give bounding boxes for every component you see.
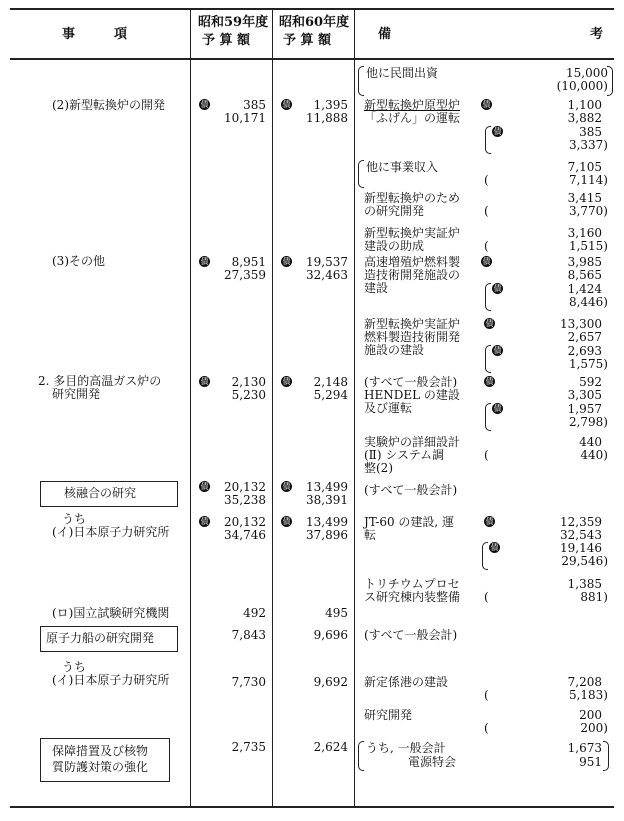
bond-mark-icon: 債 — [282, 100, 291, 109]
fy60-value: 2,624 — [313, 740, 348, 754]
remark-text: (すべて一般会計) — [364, 375, 458, 389]
remark-text: の研究開発 — [364, 204, 425, 218]
bracket — [358, 741, 364, 771]
remark-value: 12,359 — [560, 515, 602, 529]
remark-value: 32,543 — [560, 528, 602, 542]
bond-mark-icon: 債 — [200, 100, 209, 109]
remark-value: 1,575) — [568, 357, 608, 371]
item-label: うち — [62, 512, 87, 526]
fy60-value: 2,148 — [313, 375, 348, 389]
header-item: 事 項 — [62, 27, 128, 42]
bond-mark-icon: 債 — [482, 100, 491, 109]
paren: ( — [484, 590, 489, 604]
column-rule-1 — [190, 8, 191, 806]
remark-text: 他に事業収入 — [366, 160, 439, 174]
remark-text: トリチウムプロセ — [364, 577, 460, 591]
remark-value: 881) — [580, 590, 608, 604]
remark-text: 新型転換炉実証炉 — [364, 226, 461, 240]
remark-value: 7,208 — [567, 675, 602, 689]
table-bottom-rule — [10, 806, 614, 808]
table-header-rule — [10, 58, 614, 60]
remark-text: 電源特会 — [408, 755, 457, 769]
bond-mark-icon: 債 — [282, 482, 291, 491]
bond-mark-icon: 債 — [485, 377, 494, 386]
remark-value: 3,770) — [568, 204, 608, 218]
remark-value: 7,105 — [567, 160, 602, 174]
remark-text: (Ⅱ) システム調 — [364, 448, 445, 462]
item-label: (3)その他 — [52, 254, 105, 268]
fy60-value: 5,294 — [313, 388, 348, 402]
fy60-value: 19,537 — [306, 255, 348, 269]
fy60-value: 13,499 — [306, 515, 348, 529]
item-label: 2. 多目的高温ガス炉の — [38, 374, 162, 388]
column-rule-3 — [354, 8, 355, 806]
fy59-value: 8,951 — [231, 255, 266, 269]
remark-text: ス研究棟内装整備 — [364, 590, 461, 604]
remark-value: 1,100 — [567, 98, 602, 112]
table-top-rule — [10, 8, 614, 10]
section-heading: 質防護対策の強化 — [52, 760, 149, 774]
bond-mark-icon: 債 — [200, 517, 209, 526]
bracket — [358, 66, 364, 96]
remark-text: 整(2) — [364, 461, 393, 475]
bond-mark-icon: 債 — [493, 284, 502, 293]
item-label: 研究開発 — [52, 387, 101, 401]
fy60-value: 495 — [325, 606, 348, 620]
fy60-value: 9,692 — [313, 675, 348, 689]
bond-mark-icon: 債 — [485, 517, 494, 526]
remark-value: 592 — [579, 375, 602, 389]
bond-mark-icon: 債 — [282, 517, 291, 526]
item-label: (2)新型転換炉の開発 — [52, 98, 165, 112]
remark-value: 13,300 — [560, 317, 602, 331]
section-heading: 保障措置及び核物 — [52, 744, 149, 758]
item-label: うち — [62, 660, 87, 674]
remark-value: 3,415 — [567, 191, 602, 205]
remark-value: 200 — [579, 708, 602, 722]
fy60-value: 11,888 — [306, 111, 348, 125]
fy59-value: 20,132 — [224, 515, 266, 529]
remark-text: 燃料製造技術開発 — [364, 330, 461, 344]
paren: ( — [484, 448, 489, 462]
fy59-value: 34,746 — [224, 528, 266, 542]
remark-text: (すべて一般会計) — [364, 628, 458, 642]
paren: ( — [484, 688, 489, 702]
bond-mark-icon: 債 — [282, 377, 291, 386]
bracket — [607, 66, 613, 96]
bond-mark-icon: 債 — [200, 482, 209, 491]
remark-value: 440) — [580, 448, 608, 462]
bond-mark-icon: 債 — [493, 404, 502, 413]
remark-value: 3,985 — [567, 255, 602, 269]
fy60-value: 9,696 — [313, 628, 348, 642]
bracket — [485, 345, 491, 373]
remark-value: 1,385 — [567, 577, 602, 591]
remark-value: 3,337) — [568, 138, 608, 152]
item-label: (イ)日本原子力研究所 — [52, 673, 170, 687]
header-remarks-right: 考 — [590, 27, 604, 42]
section-heading: 核融合の研究 — [64, 486, 137, 500]
remark-text: 建設 — [364, 281, 389, 295]
remark-text: 及び運転 — [364, 401, 413, 415]
remark-text: 研究開発 — [364, 708, 413, 722]
fy59-value: 385 — [243, 98, 266, 112]
remark-text: HENDEL の建設 — [364, 388, 460, 402]
fy59-value: 27,359 — [224, 268, 266, 282]
paren: ( — [484, 721, 489, 735]
remark-text: うち, 一般会計 — [366, 741, 446, 755]
paren: ( — [484, 173, 489, 187]
fy59-value: 7,730 — [231, 675, 266, 689]
remark-text: 施設の建設 — [364, 343, 425, 357]
bond-mark-icon: 債 — [493, 346, 502, 355]
remark-text: 「ふげん」の運転 — [364, 111, 461, 125]
remark-value: 2,798) — [568, 415, 608, 429]
remark-value: 200) — [580, 721, 608, 735]
remark-value: 8,565 — [567, 268, 602, 282]
bracket — [485, 283, 491, 311]
bracket — [482, 542, 488, 570]
item-label: (ロ)国立試験研究機関 — [52, 606, 170, 620]
remark-text: 新型転換炉実証炉 — [364, 317, 461, 331]
fy60-value: 1,395 — [313, 98, 348, 112]
remark-text: 高速増殖炉燃料製 — [364, 255, 461, 269]
bond-mark-icon: 債 — [282, 257, 291, 266]
bond-mark-icon: 債 — [485, 319, 494, 328]
fy60-value: 37,896 — [306, 528, 348, 542]
remark-value: 1,957 — [567, 402, 602, 416]
remark-text: 造技術開発施設の — [364, 268, 461, 282]
bracket — [358, 160, 364, 188]
remark-value: 19,146 — [560, 541, 602, 555]
bracket — [485, 126, 491, 154]
remark-value: 1,673 — [567, 741, 602, 755]
section-heading: 原子力船の研究開発 — [46, 631, 155, 645]
paren: ( — [484, 204, 489, 218]
header-fy60-line2: 予 算 額 — [283, 33, 332, 48]
header-remarks-left: 備 — [378, 27, 392, 42]
remark-value: 1,424 — [567, 282, 602, 296]
remark-value: 3,160 — [567, 226, 602, 240]
remark-value: 15,000 — [566, 66, 608, 80]
remark-text: 新型転換炉原型炉 — [364, 98, 461, 112]
fy59-value: 2,130 — [231, 375, 266, 389]
item-label: (イ)日本原子力研究所 — [52, 525, 170, 539]
remark-text: 新型転換炉のため — [364, 191, 461, 205]
remark-text: (すべて一般会計) — [364, 483, 458, 497]
remark-value: 1,515) — [568, 239, 608, 253]
remark-text: JT-60 の建設, 運 — [364, 515, 455, 529]
bond-mark-icon: 債 — [200, 257, 209, 266]
remark-text: 他に民間出資 — [366, 66, 439, 80]
remark-text: 建設の助成 — [364, 239, 425, 253]
fy59-value: 2,735 — [231, 740, 266, 754]
remark-value: 440 — [579, 435, 602, 449]
remark-value: 7,114) — [568, 173, 608, 187]
fy60-value: 13,499 — [306, 480, 348, 494]
fy59-value: 20,132 — [224, 480, 266, 494]
paren: ( — [484, 239, 489, 253]
header-fy59-line2: 予 算 額 — [202, 33, 251, 48]
remark-text: 新定係港の建設 — [364, 675, 449, 689]
remark-value: 2,693 — [567, 344, 602, 358]
remark-text: 実験炉の詳細設計 — [364, 435, 461, 449]
fy59-value: 492 — [243, 606, 266, 620]
remark-value: 8,446) — [568, 295, 608, 309]
bond-mark-icon: 債 — [490, 543, 499, 552]
header-fy59-line1: 昭和59年度 — [198, 15, 269, 30]
remark-value: 3,882 — [567, 111, 602, 125]
fy59-value: 10,171 — [224, 111, 266, 125]
fy60-value: 32,463 — [306, 268, 348, 282]
remark-value: (10,000) — [556, 79, 608, 93]
fy59-value: 5,230 — [231, 388, 266, 402]
bond-mark-icon: 債 — [493, 127, 502, 136]
fy59-value: 35,238 — [224, 493, 266, 507]
remark-value: 5,183) — [568, 688, 608, 702]
bracket — [603, 741, 609, 771]
remark-value: 951 — [579, 755, 602, 769]
remark-value: 385 — [579, 125, 602, 139]
remark-text: 転 — [364, 528, 377, 542]
remark-value: 3,305 — [567, 388, 602, 402]
bracket — [485, 403, 491, 431]
header-fy60-line1: 昭和60年度 — [279, 15, 350, 30]
remark-value: 2,657 — [567, 330, 602, 344]
bond-mark-icon: 債 — [200, 377, 209, 386]
bond-mark-icon: 債 — [482, 257, 491, 266]
remark-value: 29,546) — [561, 554, 608, 568]
column-rule-2 — [272, 8, 273, 806]
fy59-value: 7,843 — [231, 628, 266, 642]
fy60-value: 38,391 — [306, 493, 348, 507]
